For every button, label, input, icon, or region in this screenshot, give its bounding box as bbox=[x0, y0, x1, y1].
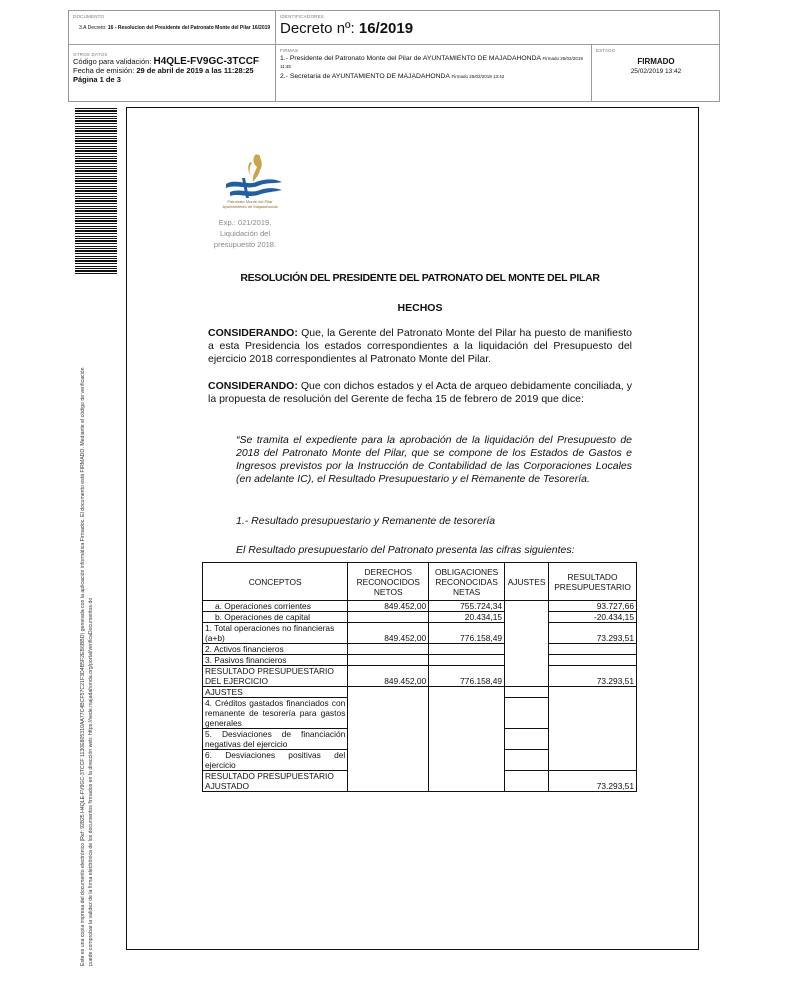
header-resultado: RESULTADO PRESUPUESTARIO bbox=[549, 563, 637, 601]
header-derechos: DERECHOS RECONOCIDOS NETOS bbox=[348, 563, 429, 601]
identificadores-label: IDENTIFICADORES bbox=[280, 14, 325, 19]
firma-1: 1.- Presidente del Patronato Monte del Pilar de AYUNTAMIENTO DE MAJADAHONDA Firmado 25/02/2019 11:45 bbox=[280, 55, 583, 69]
table-row: a. Operaciones corrientes 849.452,00 755.724,34 93.727,66 bbox=[203, 601, 637, 612]
header-obligaciones: OBLIGACIONES RECONOCIDAS NETAS bbox=[429, 563, 505, 601]
considerando-paragraph-2: CONSIDERANDO: Que con dichos estados y el Acta de arqueo debidamente conciliada, y la propuesta de resolución del Gerente de fecha 15 de febrero de 2019 que dice: bbox=[208, 380, 632, 405]
table-intro: El Resultado presupuestario del Patronato presenta las cifras siguientes: bbox=[236, 544, 575, 556]
documento-cell bbox=[69, 11, 276, 45]
page-title: RESOLUCIÓN DEL PRESIDENTE DEL PATRONATO DEL MONTE DEL PILAR bbox=[240, 272, 600, 284]
table-row: 6. Desviaciones positivas del ejercicio bbox=[203, 750, 637, 771]
expediente-note: Exp.: 021/2019. Liquidación del presupuesto 2018. bbox=[213, 218, 277, 249]
otros-datos-cell bbox=[69, 45, 276, 101]
verification-line-2[interactable]: puede comprobar la validez de la firma electrónica de los documentos firmados en la dirección web: https://sede.majadahonda.org/portal/verificaDocumentos.do bbox=[87, 597, 94, 966]
considerando-paragraph-1: CONSIDERANDO: Que, la Gerente del Patronato Monte del Pilar ha puesto de manifiesto a esta Presidencia los estados correspondientes a la liquidación del Presupuesto del ejercicio 2018 correspondientes al Patronato Monte del Pilar. bbox=[208, 327, 632, 365]
decreto-number: Decreto nº: 16/2019 bbox=[280, 20, 414, 37]
subsection-heading: 1.- Resultado presupuestario y Remanente de tesorería bbox=[236, 515, 496, 527]
verification-line-1: Este es una copia impresa del documento electrónico (Ref: 92825 H4QLE-FV9GC-3TCCF 1130E805310AA77C4BCF57C21F3D4B5F2EB6BBD) generada con la aplicación informática Firmadoc. El documento está FIRMADO. Mediante el código de verificación bbox=[80, 367, 86, 966]
identificadores-cell bbox=[276, 11, 720, 45]
fecha-emision: Fecha de emisión: 29 de abril de 2019 a las 11:28:25 bbox=[73, 66, 254, 75]
firmas-label: FIRMAS bbox=[280, 48, 299, 53]
pagina-indicator: Página 1 de 3 bbox=[73, 75, 121, 84]
firmas-cell bbox=[276, 45, 592, 101]
estado-date: 25/02/2019 13:42 bbox=[630, 68, 682, 75]
section-heading-hechos: HECHOS bbox=[397, 302, 443, 314]
header-conceptos: CONCEPTOS bbox=[203, 563, 348, 601]
table-row: 1. Total operaciones no financieras (a+b) 849.452,00 776.158,49 73.293,51 bbox=[203, 623, 637, 644]
table-row: 2. Activos financieros bbox=[203, 644, 637, 655]
table-header-row bbox=[203, 563, 637, 601]
estado-badge: FIRMADO bbox=[637, 57, 675, 66]
logo-caption: Patronato Monte del Pilar Ayuntamiento de Majadahonda bbox=[222, 199, 278, 209]
otros-label: OTROS DATOS bbox=[73, 52, 108, 57]
table-row: AJUSTES bbox=[203, 687, 637, 698]
resultado-presupuestario-table bbox=[202, 562, 637, 792]
estado-label: ESTADO bbox=[596, 48, 616, 53]
table-row: b. Operaciones de capital 20.434,15 -20.434,15 bbox=[203, 612, 637, 623]
table-row: 3. Pasivos financieros bbox=[203, 655, 637, 666]
table-row: 5. Desviaciones de financiación negativas del ejercicio bbox=[203, 729, 637, 750]
table-row: RESULTADO PRESUPUESTARIO AJUSTADO 73.293,51 bbox=[203, 771, 637, 792]
verification-sidebar bbox=[80, 276, 95, 966]
estado-cell bbox=[592, 45, 720, 101]
document-header bbox=[68, 10, 720, 102]
firma-2: 2.- Secretaria de AYUNTAMIENTO DE MAJADAHONDA Firmado 25/02/2019 13:42 bbox=[280, 73, 505, 80]
quoted-proposal: “Se tramita el expediente para la aprobación de la liquidación del Presupuesto de 2018 del Patronato Monte del Pilar, que se compone de los Estados de Gastos e Ingresos previstos por la Instrucción de Contabilidad de las Corporaciones Locales (en adelante IC), el Resultado Presupuestario y el Remanente de Tesorería. bbox=[236, 434, 632, 485]
table-row: 4. Créditos gastados financiados con remanente de tesorería para gastos generales bbox=[203, 698, 637, 729]
table-row: RESULTADO PRESUPUESTARIO DEL EJERCICIO 849.452,00 776.158,49 73.293,51 bbox=[203, 666, 637, 687]
codigo-validacion: Código para validación: H4QLE-FV9GC-3TCCF bbox=[73, 56, 260, 67]
header-ajustes: AJUSTES bbox=[505, 563, 549, 601]
barcode-icon bbox=[75, 108, 117, 276]
documento-text: 3.A Decreto: 16 - Resolucion del Presidente del Patronato Monte del Pilar 16/2019 bbox=[79, 25, 271, 31]
documento-label: DOCUMENTO bbox=[73, 14, 105, 19]
